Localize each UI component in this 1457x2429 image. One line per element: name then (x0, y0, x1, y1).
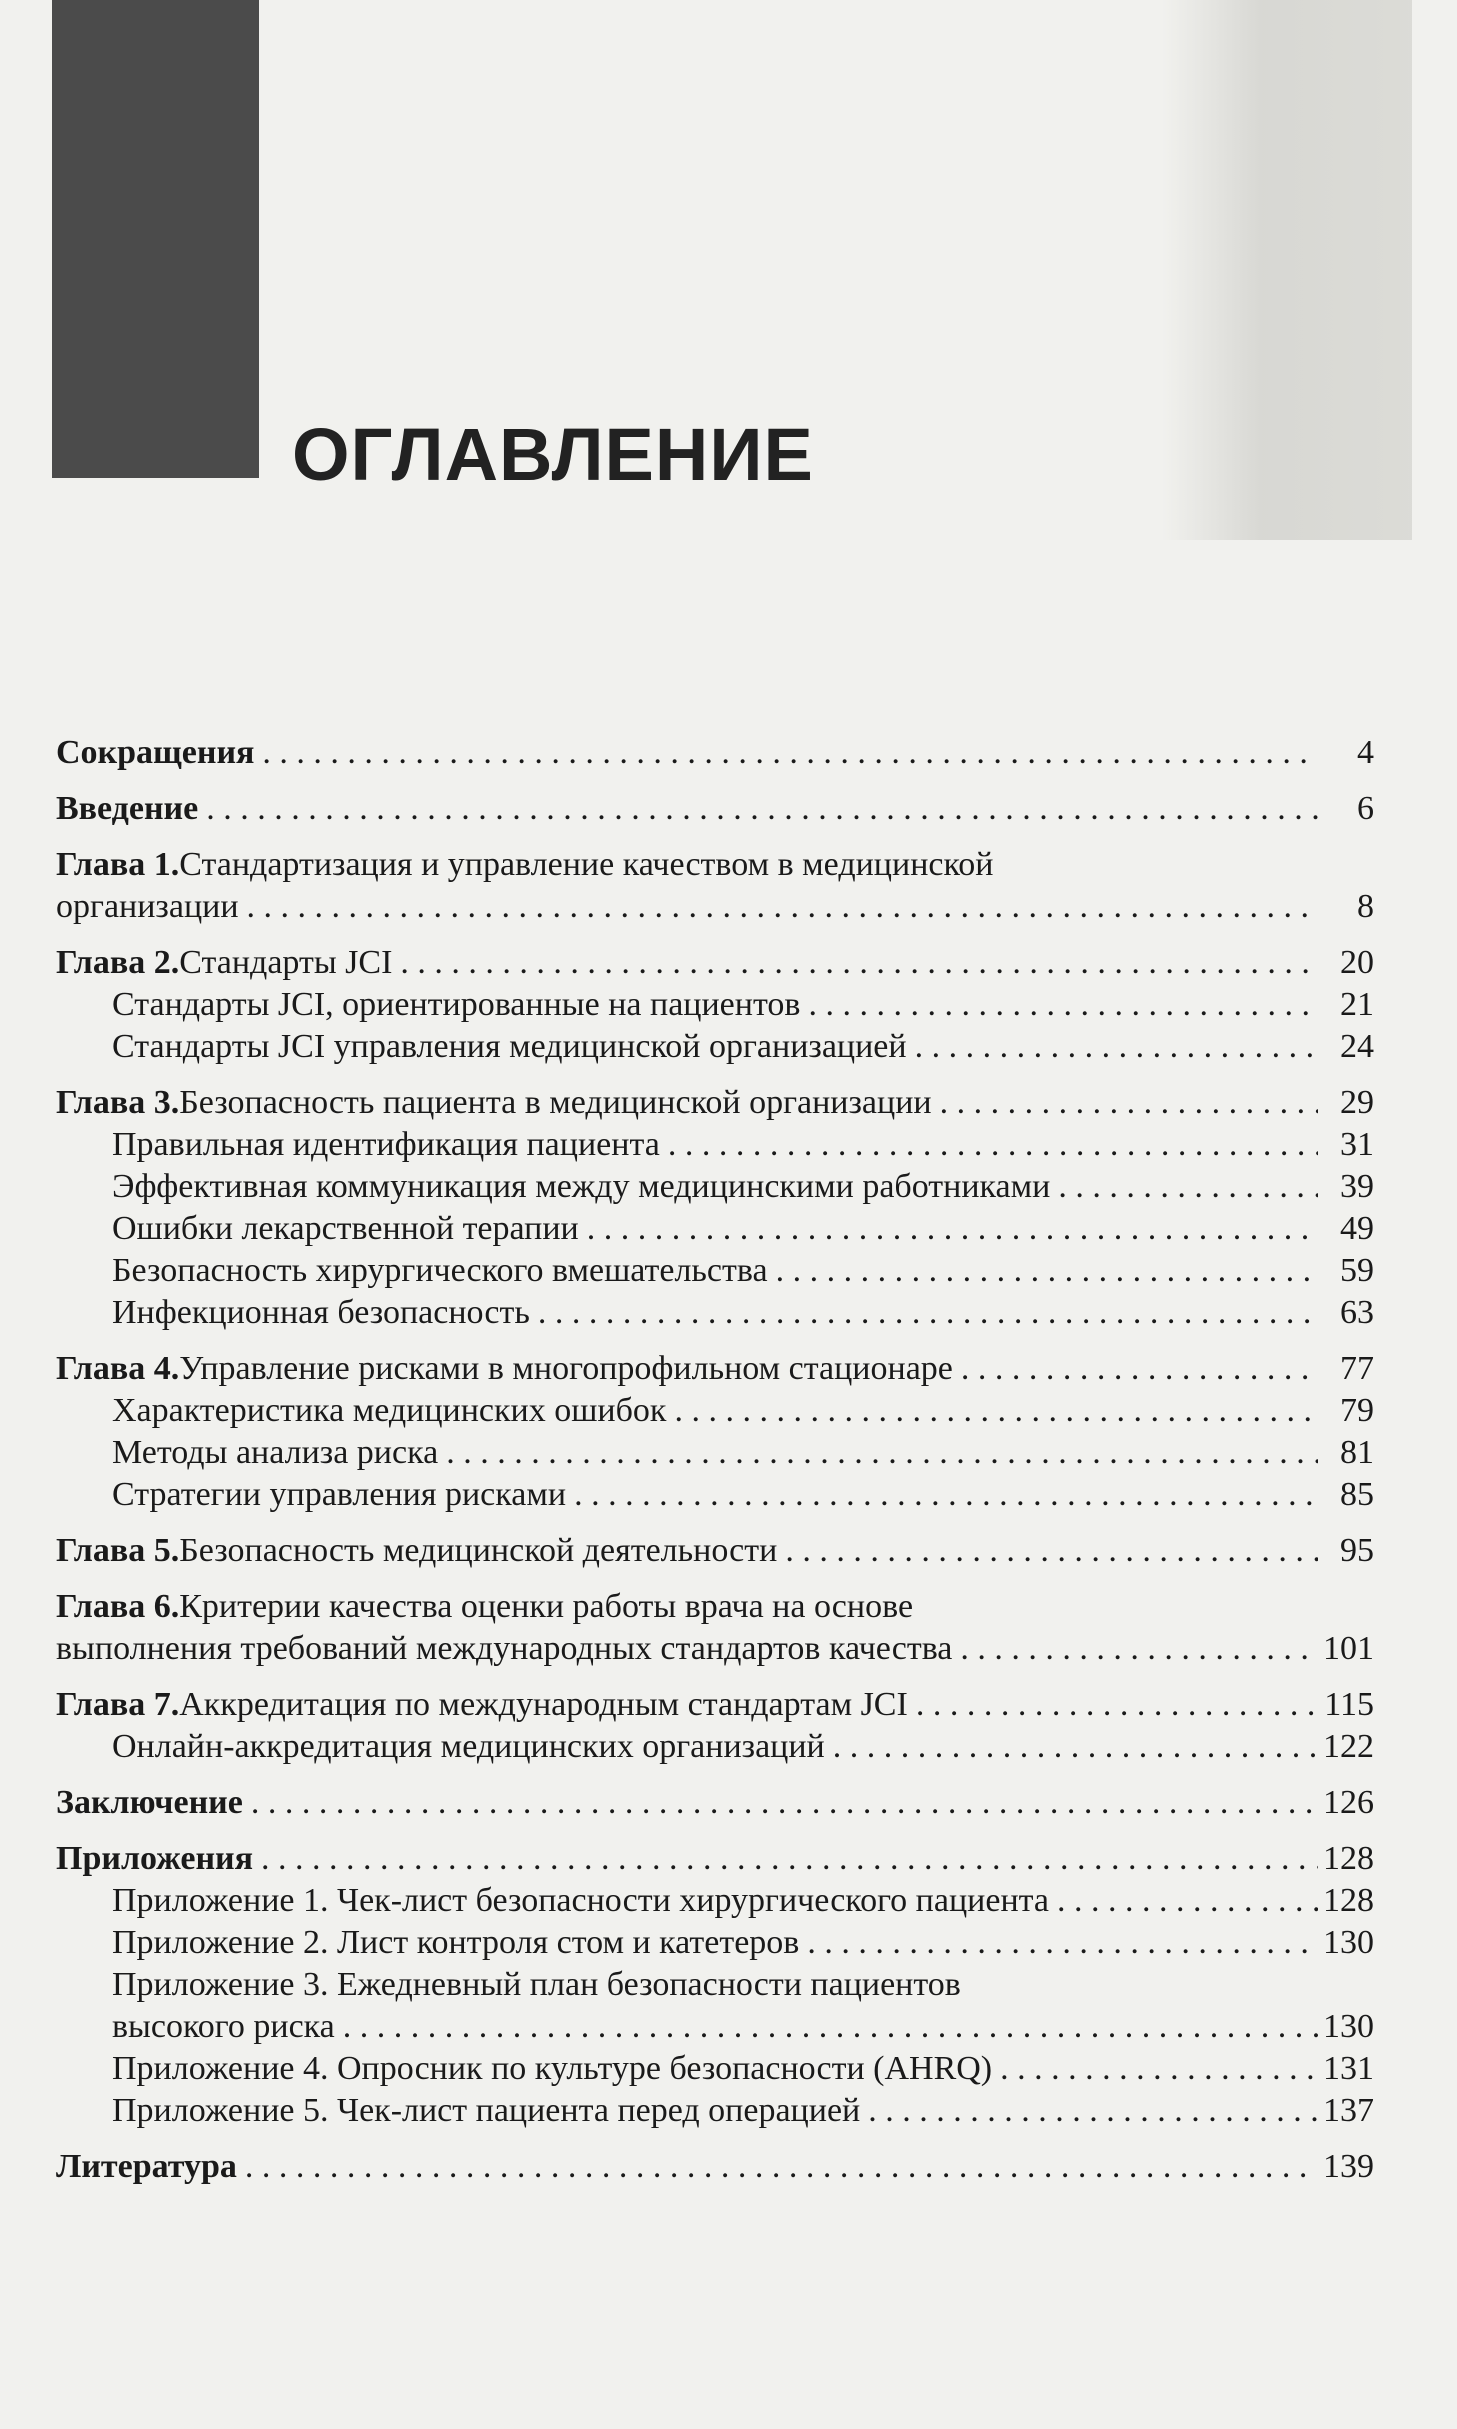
toc-entry-title: Онлайн-аккредитация медицинских организаций (112, 1728, 825, 1765)
toc-gap (56, 1572, 1374, 1586)
dot-leader (666, 1390, 1318, 1432)
page-number: 39 (1340, 1168, 1374, 1205)
page-number: 85 (1340, 1476, 1374, 1513)
dot-leader (579, 1208, 1318, 1250)
page-number: 126 (1323, 1784, 1374, 1821)
toc-entry-ch2-1[interactable] (56, 984, 1374, 1026)
toc-entry-title: Сокращения (56, 734, 255, 771)
page-number: 101 (1323, 1630, 1374, 1667)
toc-gap (56, 1670, 1374, 1684)
page-number: 130 (1323, 1924, 1374, 1961)
page-number: 139 (1323, 2148, 1374, 2185)
toc-entry-title: Безопасность медицинской деятельности (179, 1532, 778, 1569)
toc-entry-title: Ошибки лекарственной терапии (112, 1210, 579, 1247)
toc-entry-ch3[interactable] (56, 1082, 1374, 1124)
toc-entry-ch3-5[interactable] (56, 1292, 1374, 1334)
dot-leader (953, 1348, 1318, 1390)
toc-entry-title-continued: высокого риска (112, 2008, 335, 2045)
dot-leader (992, 2048, 1318, 2090)
toc-entry-title: Приложение 1. Чек-лист безопасности хирургического пациента (112, 1882, 1050, 1919)
page-number: 130 (1323, 2008, 1374, 2045)
dot-leader (952, 1628, 1318, 1670)
dot-leader (800, 984, 1318, 1026)
toc-entry-abbr[interactable] (56, 732, 1374, 774)
toc-entry-ch3-2[interactable] (56, 1166, 1374, 1208)
page-number: 8 (1357, 888, 1374, 925)
page-number: 24 (1340, 1028, 1374, 1065)
toc-entry-title: Глава 4. (56, 1350, 180, 1387)
toc-entry-app3[interactable] (56, 1964, 1374, 2006)
page-number: 122 (1323, 1728, 1374, 1765)
toc-entry-title: Приложение 3. Ежедневный план безопасности пациентов (112, 1966, 961, 2003)
dot-leader (768, 1250, 1318, 1292)
toc-gap (56, 1768, 1374, 1782)
dot-leader (254, 732, 1318, 774)
page-number: 137 (1323, 2092, 1374, 2129)
dot-leader (860, 2090, 1318, 2132)
page-number: 29 (1340, 1084, 1374, 1121)
toc-gap (56, 1334, 1374, 1348)
toc-entry-title: Глава 1. (56, 846, 180, 883)
toc-entry-title: Характеристика медицинских ошибок (112, 1392, 667, 1429)
dot-leader (660, 1124, 1318, 1166)
toc-entry-concl[interactable] (56, 1782, 1374, 1824)
dot-leader (1050, 1166, 1318, 1208)
toc-gap (56, 2132, 1374, 2146)
page-number: 115 (1324, 1686, 1374, 1723)
page-number: 131 (1323, 2050, 1374, 2087)
page-number: 79 (1340, 1392, 1374, 1429)
dot-leader (198, 788, 1318, 830)
toc-entry-title: Критерии качества оценки работы врача на основе (179, 1588, 914, 1625)
toc-entry-continuation[interactable] (56, 886, 1374, 928)
page-number: 31 (1340, 1126, 1374, 1163)
toc-entry-ch2-2[interactable] (56, 1026, 1374, 1068)
toc-entry-ch3-3[interactable] (56, 1208, 1374, 1250)
dot-leader (530, 1292, 1318, 1334)
dot-leader (907, 1026, 1318, 1068)
toc-gap (56, 928, 1374, 942)
toc-entry-title: Стандартизация и управление качеством в медицинской (179, 846, 994, 883)
page-number: 128 (1323, 1840, 1374, 1877)
toc-entry-title: Эффективная коммуникация между медицинскими работниками (112, 1168, 1051, 1205)
toc-entry-app1[interactable] (56, 1880, 1374, 1922)
toc-entry-ch7-1[interactable] (56, 1726, 1374, 1768)
toc-entry-app5[interactable] (56, 2090, 1374, 2132)
toc-entry-title: Инфекционная безопасность (112, 1294, 530, 1331)
dot-leader (825, 1726, 1318, 1768)
toc-entry-title: Методы анализа риска (112, 1434, 439, 1471)
toc-entry-ch6[interactable] (56, 1586, 1374, 1628)
toc-entry-app2[interactable] (56, 1922, 1374, 1964)
toc-entry-title: Глава 7. (56, 1686, 180, 1723)
page-number: 59 (1340, 1252, 1374, 1289)
dot-leader (392, 942, 1318, 984)
toc-entry-intro[interactable] (56, 788, 1374, 830)
dot-leader (908, 1684, 1318, 1726)
decorative-dark-block (52, 0, 259, 478)
dot-leader (239, 886, 1318, 928)
toc-entry-continuation[interactable] (56, 1628, 1374, 1670)
toc-entry-title: Глава 6. (56, 1588, 180, 1625)
toc-entry-title: Стратегии управления рисками (112, 1476, 567, 1513)
toc-entry-title: Приложение 2. Лист контроля стом и катетеров (112, 1924, 800, 1961)
toc-entry-ch1[interactable] (56, 844, 1374, 886)
dot-leader (799, 1922, 1318, 1964)
page-number: 81 (1340, 1434, 1374, 1471)
dot-leader (253, 1838, 1318, 1880)
toc-entry-title: Приложения (56, 1840, 254, 1877)
page-number: 21 (1340, 986, 1374, 1023)
toc-entry-title: Приложение 5. Чек-лист пациента перед операцией (112, 2092, 861, 2129)
page-number: 128 (1323, 1882, 1374, 1919)
toc-gap (56, 1824, 1374, 1838)
toc-entry-ch3-4[interactable] (56, 1250, 1374, 1292)
page-title: ОГЛАВЛЕНИЕ (292, 413, 814, 496)
toc-entry-ch4[interactable] (56, 1348, 1374, 1390)
page-number: 4 (1357, 734, 1374, 771)
toc-entry-title-continued: выполнения требований международных стандартов качества (56, 1630, 953, 1667)
dot-leader (237, 2146, 1318, 2188)
toc-entry-continuation[interactable] (56, 2006, 1374, 2048)
toc-gap (56, 1516, 1374, 1530)
toc-gap (56, 1068, 1374, 1082)
toc-entry-ch5[interactable] (56, 1530, 1374, 1572)
toc-entry-title: Введение (56, 790, 199, 827)
bleed-through-area (1162, 0, 1412, 540)
toc-entry-app[interactable] (56, 1838, 1374, 1880)
toc-entry-title: Стандарты JCI (179, 944, 393, 981)
toc-entry-title: Аккредитация по международным стандартам JCI (179, 1686, 908, 1723)
page-number: 63 (1340, 1294, 1374, 1331)
dot-leader (1049, 1880, 1318, 1922)
page-number: 49 (1340, 1210, 1374, 1247)
dot-leader (566, 1474, 1318, 1516)
dot-leader (777, 1530, 1318, 1572)
toc-entry-ch4-3[interactable] (56, 1474, 1374, 1516)
toc-entry-title: Безопасность хирургического вмешательства (112, 1252, 768, 1289)
toc-entry-title: Стандарты JCI, ориентированные на пациентов (112, 986, 801, 1023)
toc-entry-lit[interactable] (56, 2146, 1374, 2188)
table-of-contents (56, 732, 1374, 2188)
dot-leader (932, 1082, 1318, 1124)
toc-entry-title: Приложение 4. Опросник по культуре безопасности (AHRQ) (112, 2050, 993, 2087)
page-number: 77 (1340, 1350, 1374, 1387)
toc-entry-title: Глава 3. (56, 1084, 180, 1121)
toc-entry-ch3-1[interactable] (56, 1124, 1374, 1166)
page-number: 95 (1340, 1532, 1374, 1569)
toc-entry-title-continued: организации (56, 888, 239, 925)
toc-entry-ch4-1[interactable] (56, 1390, 1374, 1432)
toc-entry-title: Правильная идентификация пациента (112, 1126, 660, 1163)
toc-gap (56, 774, 1374, 788)
page-number: 20 (1340, 944, 1374, 981)
page-number: 6 (1357, 790, 1374, 827)
dot-leader (335, 2006, 1318, 2048)
toc-entry-title: Стандарты JCI управления медицинской организацией (112, 1028, 907, 1065)
toc-entry-title: Литература (56, 2148, 237, 2185)
toc-entry-title: Заключение (56, 1784, 243, 1821)
toc-entry-ch2[interactable] (56, 942, 1374, 984)
toc-entry-app4[interactable] (56, 2048, 1374, 2090)
toc-entry-title: Глава 2. (56, 944, 180, 981)
toc-gap (56, 830, 1374, 844)
dot-leader (243, 1782, 1318, 1824)
toc-entry-ch4-2[interactable] (56, 1432, 1374, 1474)
toc-entry-title: Безопасность пациента в медицинской организации (179, 1084, 932, 1121)
dot-leader (438, 1432, 1318, 1474)
toc-entry-ch7[interactable] (56, 1684, 1374, 1726)
toc-entry-title: Глава 5. (56, 1532, 180, 1569)
toc-entry-title: Управление рисками в многопрофильном стационаре (179, 1350, 953, 1387)
